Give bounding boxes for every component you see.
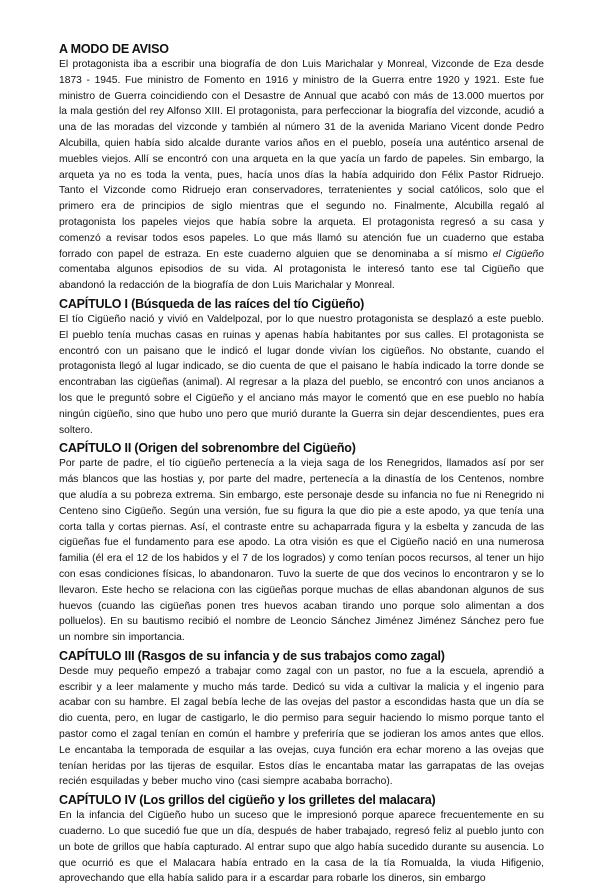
section-paragraph: Por parte de padre, el tío cigüeño pertenecía a la vieja saga de los Renegridos, llamados así por ser más blancos que las hostias y, por parte del madre, pertenecía a la dinastía de los Centenos, nombre que aludía a su pobreza extrema. Sin embargo, este personaje desde su infancia no fue ni Renegrido ni Centeno sino Cigüeño. Según una versión, fue su figura la que dio pie a este apodo, ya que tenía una corta talla y cortas piernas. Así, el contraste entre su achaparrada figura y la esbelta y zancuda de las cigüeñas fue el fundamento para ese apodo. La otra visión es que el Cigüeño nació en una numerosa familia (él era el 12 de los habidos y el 7 de los logrados) y como tenían pocos recursos, al tener un hijo con esas condiciones físicas, lo abandonaron. Tuvo la suerte de que dos vecinos lo encontraron y se lo llevaron. Este hecho se relaciona con las cigüeñas porque muchas de ellas abandonan algunos de sus huevos (cuando las cigüeñas ponen tres huevos acaban tirando uno porque solo alimentan a dos polluelos). En su bautismo recibió el nombre de Leoncio Sánchez Jiménez Jiménez Sánchez pero fue un nombre sin importancia.	[59, 458, 544, 644]
section-aviso	[59, 41, 544, 294]
section-paragraph	[59, 57, 544, 294]
section-capitulo-2	[59, 440, 544, 646]
section-capitulo-4	[59, 792, 544, 887]
paragraph-text: El protagonista iba a escribir una biografía de don Luis Marichalar y Monreal, Vizconde de Eza desde 1873 - 1945. Fue ministro de Fomento en 1916 y ministro de la Guerra entre 1920 y 1921. Este fue ministro de Guerra coincidiendo con el Desastre de Annual que acabó con más de 13.000 muertos por la mala gestión del rey Alfonso XIII. El protagonista, para perfeccionar la biografía del vizconde, acudió a una de las moradas del vizconde y también al número 31 de la avenida Mariano Vicent donde Pedro Alcubilla, quien había sido alcalde durante varios años en el pueblo, poseía una auténtico arsenal de muebles viejos. Allí se encontró con una arqueta en la que yacía un fardo de papeles. Sin embargo, la arqueta ya no es toda la venta, pues, hacía unos días la había adquirido don Félix Pastor Ridruejo. Tanto el Vizconde como Ridruejo eran conservadores, terratenientes y social católicos, solo que el primero era de principios de siglo mientras que el segundo no. Finalmente, Alcubilla regaló al protagonista los papeles viejos que había sobre la arqueta. El protagonista regresó a su casa y comenzó a revisar todos esos papeles. Lo que más llamó su atención fue un cuaderno que estaba forrado con papel de estraza. En este cuaderno alguien que se denominaba a sí mismo	[59, 59, 544, 260]
section-paragraph: El tío Cigüeño nació y vivió en Valdelpozal, por lo que nuestro protagonista se desplazó a este pueblo. El pueblo tenía muchas casas en ruinas y apenas había habitantes por sus calles. El protagonista se encontró con un paisano que le indicó el lugar donde vivían los cigüeños. No obstante, cuando el protagonista llegó al lugar indicado, se dio cuenta de que el paisano le había indicado la torre donde se encontraban las cigüeñas (animal). Al regresar a la plaza del pueblo, se encontró con unos ancianos a los que le preguntó sobre el Cigüeño y el anciano más mayor le comentó que en ese pueblo no había ningún cigüeño, sino que hubo uno pero que murió durante la Guerra sin dejar descendientes, pues era soltero.	[59, 313, 544, 436]
section-capitulo-3	[59, 648, 544, 790]
section-heading: CAPÍTULO III (Rasgos de su infancia y de sus trabajos como zagal)	[59, 648, 445, 663]
section-heading: CAPÍTULO I (Búsqueda de las raíces del tío Cigüeño)	[59, 296, 365, 311]
section-heading: CAPÍTULO II (Origen del sobrenombre del Cigüeño)	[59, 441, 356, 456]
section-heading: A MODO DE AVISO	[59, 42, 169, 56]
section-capitulo-1	[59, 296, 544, 438]
section-paragraph: En la infancia del Cigüeño hubo un suceso que le impresionó porque aparece frecuentemente en su cuaderno. Lo que sucedió fue que un día, después de haber trabajado, regresó feliz al pueblo junto con un bote de grillos que había capturado. Al entrar supo que algo había sucedido durante su ausencia. Lo que ocurrió es que el Malacara había entrado en la casa de la tía Romualda, la viuda Hifigenio, aprovechando que ella había salido para ir a escardar para robarle los dineros, sin embargo	[59, 810, 544, 885]
paragraph-text: comentaba algunos episodios de su vida. Al protagonista le interesó tanto ese tal Cigüeño que abandonó la redacción de la biografía de don Luis Marichalar y Monreal.	[59, 264, 544, 292]
document-page	[59, 41, 544, 889]
paragraph-italic-text: el Cigüeño	[492, 248, 545, 260]
section-heading: CAPÍTULO IV (Los grillos del cigüeño y los grilletes del malacara)	[59, 793, 436, 808]
section-paragraph: Desde muy pequeño empezó a trabajar como zagal con un pastor, no fue a la escuela, aprendió a escribir y a leer malamente y mucho más tarde. Dedicó su vida a cultivar la malicia y el ingenio para acabar con su hambre. El zagal bebía leche de las ovejas del pastor a escondidas hasta que un día se dio cuenta, pero, en lugar de castigarlo, le dio permiso para seguir haciendo lo mismo porque tanto el pastor como el zagal tenían en común el hambre y preferiría que se jodieran los amos antes que ellos. Le encantaba la temporada de esquilar a las ovejas, cuya función era echar moreno a las ovejas que tenían heridas por las tijeras de esquilar. Estos días le encantaba matar las garrapatas de las ovejas recién esquiladas y beber mucho vino (casi siempre acababa borracho).	[59, 665, 544, 788]
